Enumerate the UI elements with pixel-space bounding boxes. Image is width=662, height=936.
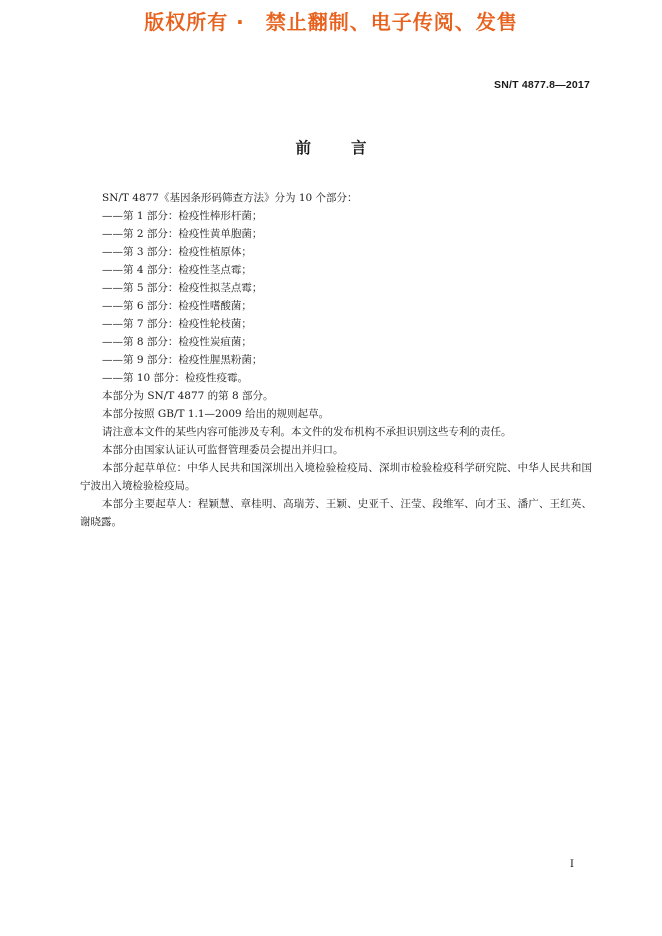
list-item	[80, 207, 592, 225]
list-item	[80, 243, 592, 261]
list-item-text: 第 9 部分：检疫性腥黑粉菌；	[123, 354, 263, 366]
list-item	[80, 279, 592, 297]
document-body	[80, 189, 592, 531]
list-item-dash: ——	[102, 336, 123, 348]
page-number: I	[569, 858, 574, 870]
body-paragraph: 本部分按照 GB/T 1.1—2009 给出的规则起草。	[102, 408, 330, 420]
list-item-dash: ——	[102, 318, 123, 330]
list-item-text: 第 8 部分：检疫性炭疽菌；	[123, 336, 252, 348]
list-item-text: 第 2 部分：检疫性黄单胞菌；	[123, 228, 263, 240]
list-item-dash: ——	[102, 300, 123, 312]
page-title: 前言	[295, 139, 407, 157]
list-item-dash: ——	[102, 282, 123, 294]
body-paragraph: 本部分为 SN/T 4877 的第 8 部分。	[102, 390, 274, 402]
list-item-text: 第 7 部分：检疫性轮枝菌；	[123, 318, 252, 330]
list-item-dash: ——	[102, 210, 123, 222]
parts-list	[80, 207, 592, 387]
list-item	[80, 369, 592, 387]
intro-paragraph: SN/T 4877《基因条形码筛查方法》分为 10 个部分：	[102, 192, 358, 204]
list-item-text: 第 10 部分：检疫性疫霉。	[123, 372, 249, 384]
body-paragraph: 请注意本文件的某些内容可能涉及专利。本文件的发布机构不承担识别这些专利的责任。	[102, 426, 512, 438]
list-item-dash: ——	[102, 372, 123, 384]
body-paragraph: 本部分起草单位：中华人民共和国深圳出入境检验检疫局、深圳市检验检疫科学研究院、中华人民共和国宁波出入境检验检疫局。	[80, 462, 592, 492]
body-paragraph: 本部分主要起草人：程颖慧、章桂明、高瑞芳、王颖、史亚千、汪莹、段维军、向才玉、潘广、王红英、谢晓露。	[80, 498, 592, 528]
list-item	[80, 225, 592, 243]
list-item-text: 第 6 部分：检疫性嗜酸菌；	[123, 300, 252, 312]
list-item-text: 第 1 部分：检疫性棒形杆菌；	[123, 210, 263, 222]
list-item	[80, 297, 592, 315]
list-item-dash: ——	[102, 246, 123, 258]
standard-number: SN/T 4877.8—2017	[493, 79, 590, 91]
list-item	[80, 261, 592, 279]
list-item-dash: ——	[102, 228, 123, 240]
list-item-text: 第 5 部分：检疫性拟茎点霉；	[123, 282, 263, 294]
list-item-dash: ——	[102, 264, 123, 276]
list-item-text: 第 3 部分：检疫性植原体；	[123, 246, 252, 258]
list-item-text: 第 4 部分：检疫性茎点霉；	[123, 264, 252, 276]
list-item	[80, 315, 592, 333]
list-item-dash: ——	[102, 354, 123, 366]
list-item	[80, 351, 592, 369]
body-paragraph: 本部分由国家认证认可监督管理委员会提出并归口。	[102, 444, 344, 456]
list-item	[80, 333, 592, 351]
paragraphs	[80, 387, 592, 531]
copyright-banner: 版权所有 · 禁止翻制、电子传阅、发售	[144, 10, 518, 34]
